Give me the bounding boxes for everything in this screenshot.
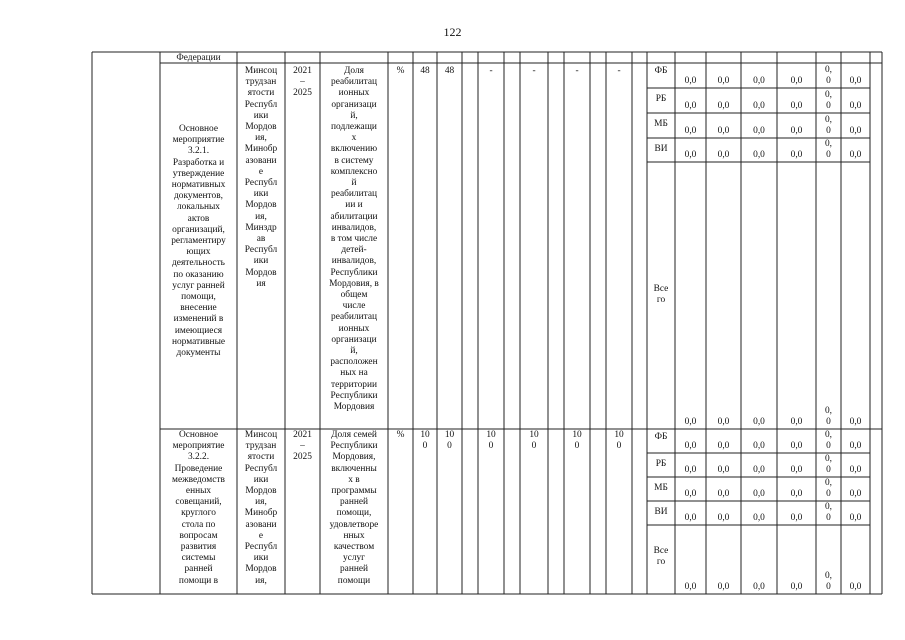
activity-2-amount-r1-c4: 0,0	[790, 441, 803, 451]
activity-1-amount-r4-c3: 0,0	[753, 150, 765, 160]
activity-2-amount-r4-c2: 0,0	[717, 513, 730, 523]
activity-1-amount-r4-c6: 0,0	[849, 150, 862, 160]
activity-1-amount-r4-c5: 0, 0	[824, 139, 833, 161]
activity-2-amount-r3-c1: 0,0	[684, 489, 697, 499]
activity-1-dash-2: -	[532, 66, 536, 76]
activity-2-value-4: 10 0	[529, 430, 539, 451]
activity-1-amount-r3-c3: 0,0	[753, 126, 765, 136]
activity-1-amount-r3-c5: 0, 0	[824, 115, 833, 137]
activity-1-amount-r5-c4: 0,0	[790, 417, 803, 427]
activity-2-value-3: 10 0	[486, 430, 496, 451]
activity-2-amount-r2-c2: 0,0	[717, 465, 730, 475]
activity-2-amount-r5-c5: 0, 0	[824, 571, 833, 593]
activity-2-amount-r3-c6: 0,0	[849, 489, 862, 499]
activity-2-source-mb: МБ	[654, 483, 668, 493]
activity-2-amount-r5-c1: 0,0	[684, 582, 697, 592]
activity-2-value-2: 10 0	[444, 430, 455, 451]
activity-1-amount-r2-c4: 0,0	[790, 101, 803, 111]
activity-1-source-mb: МБ	[654, 119, 668, 129]
activity-1-amount-r2-c1: 0,0	[684, 101, 697, 111]
activity-1-executors: Минсоц трудзан ятости Республ ики Мордов ия, Минобр азовани е Республ ики Мордов ия, Минздр ав Республ ики Мордов ия	[244, 66, 278, 289]
activity-2-amount-r5-c6: 0,0	[849, 582, 862, 592]
activity-2-amount-r1-c3: 0,0	[753, 441, 765, 451]
activity-1-period: 2021 – 2025	[293, 66, 312, 99]
activity-2-amount-r5-c2: 0,0	[717, 582, 730, 592]
activity-2-source-rb: РБ	[655, 459, 667, 469]
activity-2-amount-r2-c5: 0, 0	[824, 454, 833, 476]
activity-1-amount-r1-c6: 0,0	[849, 76, 862, 86]
activity-2-source-fb: ФБ	[654, 432, 668, 442]
activity-1-amount-r1-c5: 0, 0	[824, 65, 833, 87]
activity-1-amount-r3-c1: 0,0	[684, 126, 697, 136]
activity-2-amount-r4-c5: 0, 0	[824, 502, 833, 524]
activity-2-amount-r1-c1: 0,0	[684, 441, 697, 451]
header-row-label: Федерации	[176, 53, 221, 63]
activity-1-indicator: Доля реабилитац ионных организаци й, подлежащи х включению в систему комплексно й реабилитац ии и абилитации инвалидов, в том числе детей- инвалидов, Республики Мордовия, в общем числе реабилитац ионных организаци й, расположен ных на территории Республики Мордовия	[329, 66, 379, 413]
activity-1-name: Основное мероприятие 3.2.1. Разработка и утверждение нормативных документов, локальных актов организаций, регламентиру ющих деятельность по оказанию услуг ранней помощи, внесение изменений в имеющиеся нормативные документы	[171, 124, 226, 359]
activity-1-amount-r2-c5: 0, 0	[824, 90, 833, 112]
activity-1-amount-r3-c6: 0,0	[849, 126, 862, 136]
activity-1-dash-4: -	[617, 66, 621, 76]
activity-1-amount-r1-c3: 0,0	[753, 76, 765, 86]
activity-1-amount-r5-c6: 0,0	[849, 417, 862, 427]
activity-2-amount-r3-c4: 0,0	[790, 489, 803, 499]
activity-2-value-5: 10 0	[572, 430, 582, 451]
activity-2-amount-r5-c4: 0,0	[790, 582, 803, 592]
activity-1-amount-r5-c1: 0,0	[684, 417, 697, 427]
activity-2-source-total: Все го	[653, 546, 669, 568]
activity-2-period: 2021 – 2025	[293, 430, 312, 463]
activity-2-name: Основное мероприятие 3.2.2. Проведение межведомств енных совещаний, круглого стола по вопросам развития системы ранней помощи в	[172, 430, 225, 586]
activity-1-amount-r1-c2: 0,0	[717, 76, 730, 86]
activity-1-amount-r3-c2: 0,0	[717, 126, 730, 136]
activity-2-value-1: 10 0	[420, 430, 430, 451]
activity-2-amount-r3-c5: 0, 0	[824, 478, 833, 500]
activity-1-amount-r4-c1: 0,0	[684, 150, 697, 160]
activity-1-amount-r5-c2: 0,0	[717, 417, 730, 427]
activity-1-amount-r1-c1: 0,0	[684, 76, 697, 86]
activity-1-amount-r1-c4: 0,0	[790, 76, 803, 86]
activity-1-dash-1: -	[489, 66, 493, 76]
activity-1-amount-r5-c5: 0, 0	[824, 406, 833, 428]
page-number: 122	[443, 25, 462, 39]
activity-2-source-vi: ВИ	[654, 507, 668, 517]
activity-2-amount-r5-c3: 0,0	[753, 582, 765, 592]
activity-1-source-fb: ФБ	[654, 66, 668, 76]
activity-1-source-total: Все го	[653, 284, 669, 306]
activity-1-source-vi: ВИ	[654, 144, 668, 154]
activity-2-amount-r4-c3: 0,0	[753, 513, 765, 523]
activity-2-amount-r1-c5: 0, 0	[824, 430, 833, 452]
activity-2-amount-r1-c6: 0,0	[849, 441, 862, 451]
activity-2-unit: %	[396, 430, 405, 440]
activity-2-amount-r3-c3: 0,0	[753, 489, 765, 499]
activity-2-amount-r4-c4: 0,0	[790, 513, 803, 523]
activity-2-amount-r2-c1: 0,0	[684, 465, 697, 475]
activity-2-executors: Минсоц трудзан ятости Республ ики Мордов ия, Минобр азовани е Республ ики Мордов ия,	[244, 430, 278, 586]
activity-1-amount-r5-c3: 0,0	[753, 417, 765, 427]
activity-2-amount-r1-c2: 0,0	[717, 441, 730, 451]
activity-2-amount-r2-c3: 0,0	[753, 465, 765, 475]
activity-2-amount-r3-c2: 0,0	[717, 489, 730, 499]
activity-2-amount-r2-c6: 0,0	[849, 465, 862, 475]
activity-2-indicator: Доля семей Республики Мордовия, включенны х в программы ранней помощи, удовлетворе нных качеством услуг ранней помощи	[329, 430, 379, 586]
activity-1-amount-r2-c3: 0,0	[753, 101, 765, 111]
activity-1-amount-r4-c2: 0,0	[717, 150, 730, 160]
activity-1-amount-r4-c4: 0,0	[790, 150, 803, 160]
activity-1-amount-r3-c4: 0,0	[790, 126, 803, 136]
activity-2-amount-r4-c1: 0,0	[684, 513, 697, 523]
activity-1-value-2: 48	[444, 66, 455, 76]
activity-1-dash-3: -	[575, 66, 579, 76]
activity-1-value-1: 48	[420, 66, 430, 76]
activity-1-amount-r2-c2: 0,0	[717, 101, 730, 111]
activity-2-amount-r2-c4: 0,0	[790, 465, 803, 475]
activity-2-amount-r4-c6: 0,0	[849, 513, 862, 523]
activity-1-unit: %	[396, 66, 405, 76]
activity-1-amount-r2-c6: 0,0	[849, 101, 862, 111]
activity-2-value-6: 10 0	[614, 430, 624, 451]
activity-1-source-rb: РБ	[655, 94, 667, 104]
